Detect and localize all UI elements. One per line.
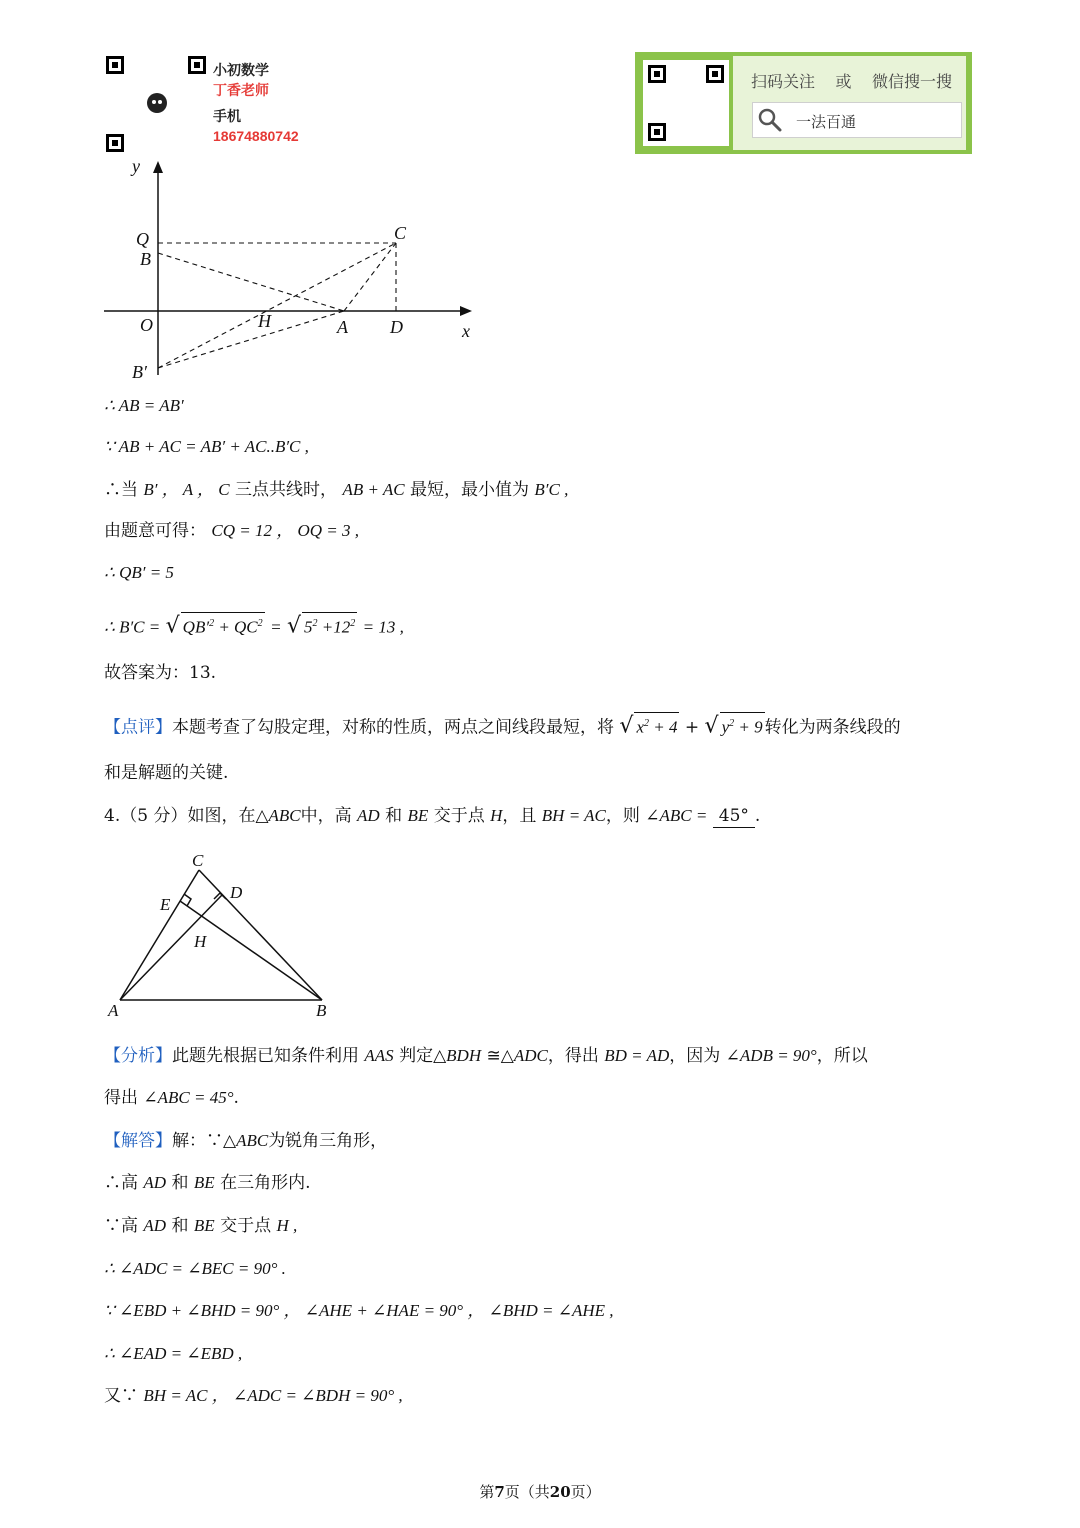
points: B′ ， A ， C [143,480,230,499]
text: ，因为 [669,1046,721,1066]
expr: H , [276,1216,298,1235]
segment-bpa [158,311,344,368]
text: ，且 [502,806,537,826]
text: 和 [171,1173,189,1193]
page-number: 7 [494,1483,505,1501]
expr: BE [407,806,429,825]
text: 在三角形内. [220,1173,311,1193]
exp: 2 [729,718,735,729]
label-x: x [462,321,470,341]
segment-ac [344,243,396,311]
label-d: D [230,883,243,902]
comment-line2: 和是解题的关键. [104,763,229,783]
text: ∴高 [104,1173,138,1193]
label-b: B [316,1001,327,1020]
contact-phone-label: 手机 [213,108,241,124]
expr: H [490,806,503,825]
expr: y [721,717,730,737]
expr: AD [357,806,380,825]
expr: +12 [321,617,351,637]
solution-tag: 【解答】 [104,1131,172,1151]
expr: AAS [364,1046,394,1065]
text: 和 [171,1216,189,1236]
text: 交于点 [433,806,485,826]
footer-text: 页（共 [504,1483,550,1501]
label-bprime: B′ [132,362,147,382]
text: ∴当 [104,480,138,500]
solution-line3 [104,1215,297,1237]
expr: AD [143,1216,167,1235]
text: ，得出 [547,1046,599,1066]
line-bpc-calc: ∴ B′C = √ $QB'^2 + QC^2$ = √ $5^2 +12^2 = 13$ , [104,613,404,639]
analysis-line2 [104,1087,239,1109]
promo-banner [635,52,972,154]
text: 解：∵△ [172,1131,237,1151]
page-footer [0,1481,1080,1502]
line-answer: 故答案为：13. [104,663,217,683]
text: 又∵ [104,1386,138,1406]
text: 和 [385,806,403,826]
text: ∵高 [104,1216,138,1236]
label-a: A [337,317,348,337]
label-h: H [258,311,271,331]
expr: BE [193,1173,215,1192]
text: ≅△ [486,1046,514,1066]
exp: 2 [209,618,215,629]
label-d: D [390,317,403,337]
text: ，则 [605,806,640,826]
line-collinear [104,479,568,501]
wechat-search-text: 微信搜一搜 [871,74,952,91]
line-qbp: ∴ QB′ = 5 [104,563,174,582]
line-sum: ∵ AB + AC = AB′ + AC..B′C , [104,437,309,456]
page-total: 20 [549,1483,571,1501]
expr: ABC [236,1131,269,1150]
solution-line5: ∵ ∠EBD + ∠BHD = 90° ， ∠AHE + ∠HAE = 90° ， ∠BHD = ∠AHE , [104,1301,614,1320]
contact-phone-number: 18674880742 [213,128,299,144]
label-c: C [192,851,204,870]
text: 4.（5 分）如图，在△ [104,806,269,826]
text: 由题意可得： [104,521,206,541]
or-text: 或 [835,74,852,91]
side-ac [120,870,199,1000]
solution-line7 [104,1385,403,1407]
label-c: C [394,223,407,243]
exp: 2 [312,618,318,629]
segment-ba [158,253,344,311]
expr: QB′ [182,617,210,637]
contact-info [213,60,299,146]
label-q: Q [136,229,149,249]
expr: 5 [303,617,313,637]
label-a: A [108,1001,119,1020]
expr: + 4 [653,717,678,737]
text: . [233,1088,239,1108]
qr-code-right [643,60,729,146]
solution-line1 [104,1130,387,1152]
segment-bpc [158,243,396,368]
expr: BDH [446,1046,482,1065]
exp: 2 [643,718,649,729]
expr: + QC [218,617,258,637]
footer-text: 第 [479,1483,495,1501]
comment-tag: 【点评】 [104,717,172,738]
expr: ADC [513,1046,548,1065]
search-icon [757,107,783,133]
label-o: O [140,315,153,335]
expr: AB + AC [342,480,405,499]
text: 三点共线时， [235,480,338,500]
wechat-icon [144,90,170,116]
side-bc [199,870,322,1000]
expr: ∠ABC = [645,806,708,825]
text: 此题先根据已知条件利用 [172,1046,359,1066]
answer-blank: 45° [713,805,755,828]
exp: 2 [257,618,263,629]
text: ，所以 [816,1046,868,1066]
expr: = [270,617,282,637]
expr: ∠ADB = 90° [725,1046,817,1065]
expr: AD [143,1173,167,1192]
text: . [754,806,761,826]
analysis-tag: 【分析】 [104,1046,172,1066]
search-value: 一法百通 [796,114,857,131]
expr: ∴ B′C = [104,617,161,637]
contact-subject: 小初数学 [213,62,269,78]
banner-caption [751,69,952,92]
footer-text: 页） [570,1483,601,1501]
text: 中，高 [300,806,352,826]
label-b: B [140,249,151,269]
expr: x [636,717,644,737]
expr: BD = AD [604,1046,670,1065]
line-ab-eq: ∴ AB = AB′ [104,396,184,415]
label-h: H [194,932,207,951]
text: 本题考查了勾股定理，对称的性质，两点之间线段最短，将 [172,717,614,738]
line-given [104,520,359,542]
text: 为锐角三角形， [268,1131,388,1151]
exp: 2 [350,618,356,629]
qr-code-left [104,54,208,154]
expr: + 9 [738,717,763,737]
text: 判定△ [399,1046,447,1066]
expr: B′C , [534,480,569,499]
expr: = 13 , [362,617,404,637]
label-y: y [132,156,140,176]
text: 转化为两条线段的 [764,717,901,738]
triangle-figure [100,848,340,1026]
question-4 [104,805,760,828]
coordinate-figure [100,155,480,385]
search-box[interactable] [752,102,962,138]
expr: ABC [268,806,301,825]
expr: ∠ABC = 45° [143,1088,234,1107]
expr: BH = AC [541,806,606,825]
solution-line6: ∴ ∠EAD = ∠EBD , [104,1344,243,1363]
text: 得出 [104,1088,138,1108]
expr: BE [193,1216,215,1235]
comment-line1: 【点评】本题考查了勾股定理，对称的性质，两点之间线段最短，将 √ $x^2 + 4$ + √ $y^2 + 9$ 转化为两条线段的 [104,713,901,739]
text: 最短，最小值为 [410,480,529,500]
plus: + [684,717,700,738]
solution-line4: ∴ ∠ADC = ∠BEC = 90° . [104,1259,286,1278]
analysis-line1 [104,1045,868,1067]
label-e: E [160,895,171,914]
scan-text: 扫码关注 [751,74,816,91]
text: 交于点 [220,1216,272,1236]
contact-teacher: 丁香老师 [213,82,269,98]
expr: CQ = 12 ， OQ = 3 , [211,521,360,540]
altitude-ad [120,895,222,1000]
expr: BH = AC ， ∠ADC = ∠BDH = 90° , [143,1386,403,1405]
solution-line2 [104,1172,310,1194]
